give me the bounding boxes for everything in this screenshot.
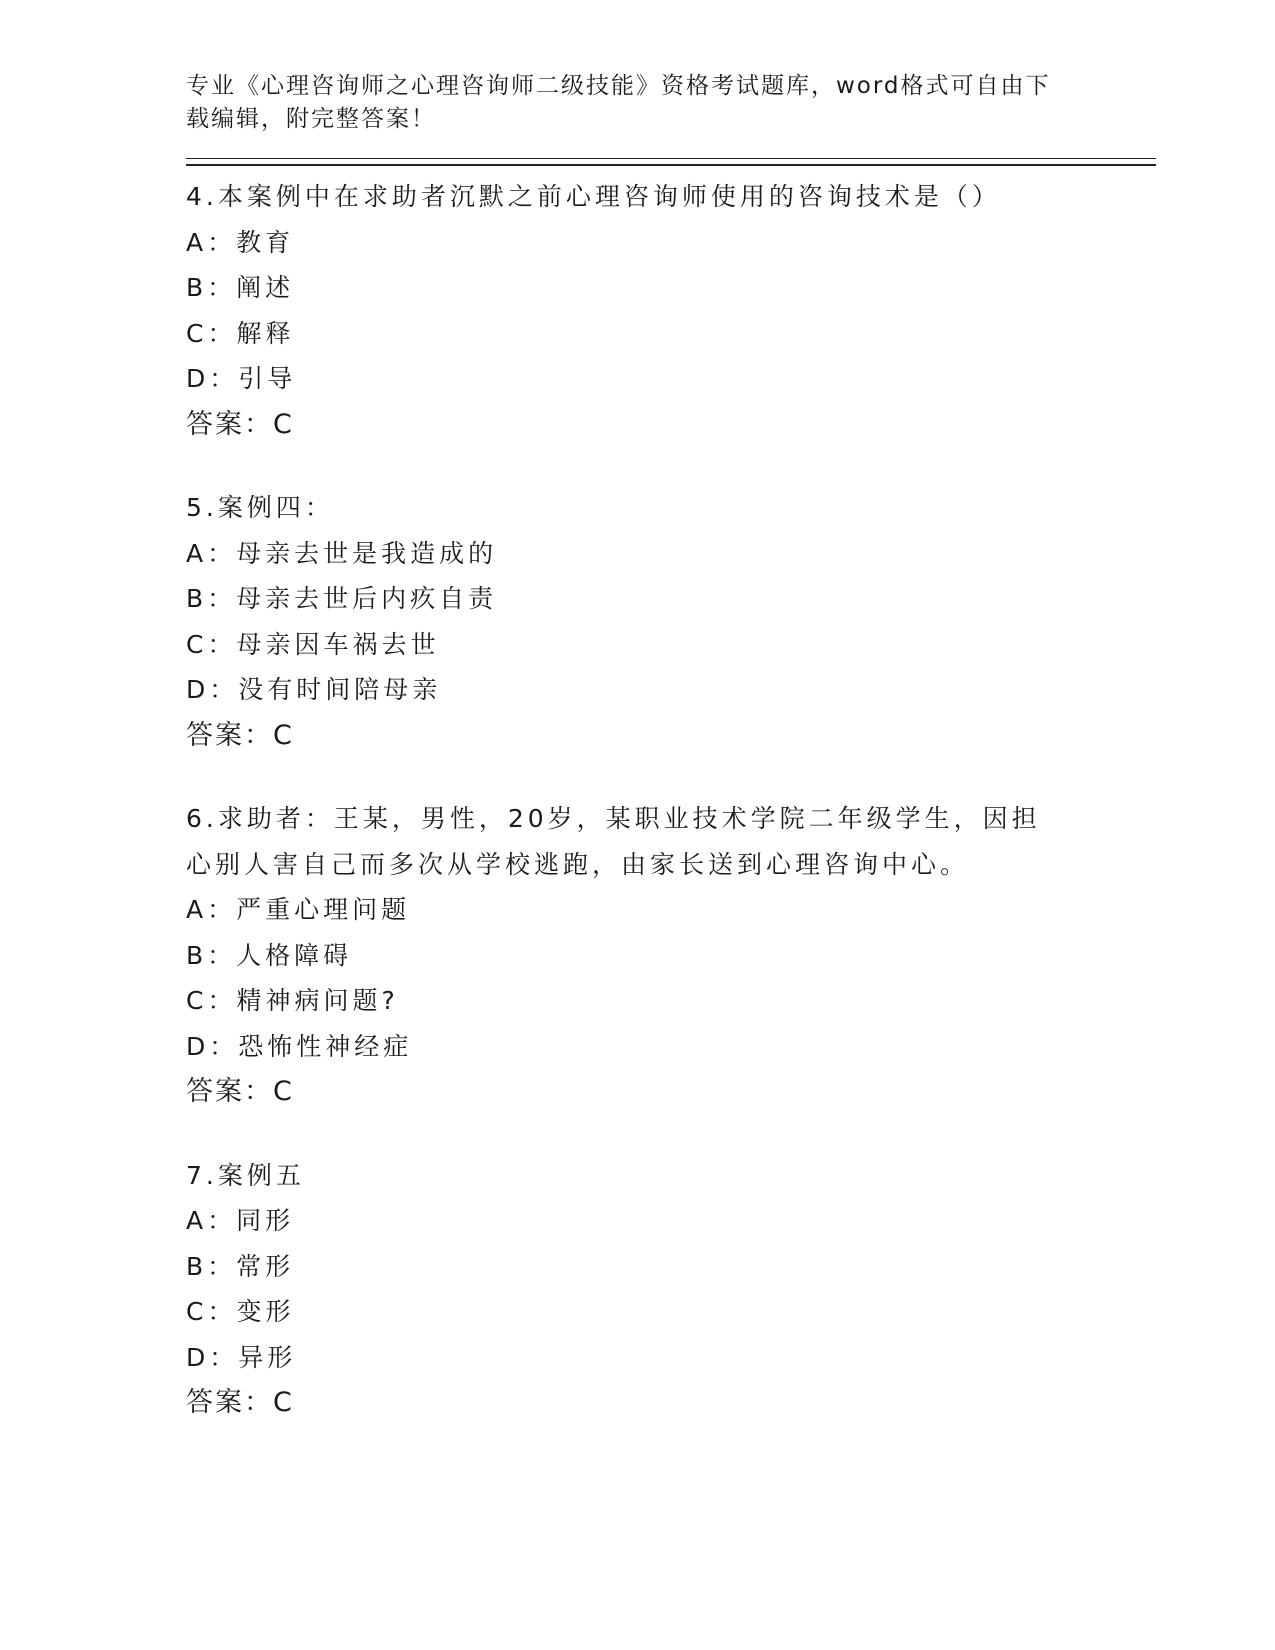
- question-stem: 7.案例五: [186, 1160, 305, 1190]
- question-7: [186, 1153, 1156, 1426]
- option-d: D：没有时间陪母亲: [186, 675, 442, 704]
- answer-label: 答案：C: [186, 1387, 294, 1418]
- document-page: [186, 70, 1156, 1426]
- option-a: A：教育: [186, 227, 295, 257]
- option-b: B：人格障碍: [186, 940, 353, 970]
- question-6: [186, 796, 1156, 1115]
- question-4: [186, 174, 1156, 447]
- option-c: C：解释: [186, 318, 295, 348]
- option-c: C：母亲因车祸去世: [186, 629, 440, 659]
- option-d: D：引导: [186, 364, 297, 393]
- option-c: C：精神病问题?: [186, 986, 399, 1015]
- question-5: [186, 485, 1156, 758]
- question-stem: 5.案例四：: [186, 493, 334, 522]
- option-d: D：恐怖性神经症: [186, 1031, 413, 1061]
- option-b: B：阐述: [186, 273, 295, 302]
- option-d: D：异形: [186, 1342, 297, 1372]
- question-stem: 6.求助者：王某，男性，20岁，某职业技术学院二年级学生，因担心别人害自己而多次从学校逃跑，由家长送到心理咨询中心。: [186, 804, 1041, 879]
- document-intro: 专业《心理咨询师之心理咨询师二级技能》资格考试题库，word格式可自由下载编辑，附完整答案！: [186, 73, 1051, 132]
- option-c: C：变形: [186, 1297, 295, 1326]
- answer-label: 答案：C: [186, 1076, 294, 1107]
- answer-label: 答案：C: [186, 719, 294, 751]
- option-b: B：常形: [186, 1251, 295, 1281]
- question-stem: 4.本案例中在求助者沉默之前心理咨询师使用的咨询技术是（）: [186, 182, 1001, 211]
- answer-label: 答案：C: [186, 408, 294, 440]
- option-a: A：同形: [186, 1206, 295, 1235]
- option-a: A：严重心理问题: [186, 895, 411, 924]
- option-b: B：母亲去世后内疚自责: [186, 584, 498, 613]
- header-divider: [186, 158, 1156, 166]
- option-a: A：母亲去世是我造成的: [186, 538, 498, 568]
